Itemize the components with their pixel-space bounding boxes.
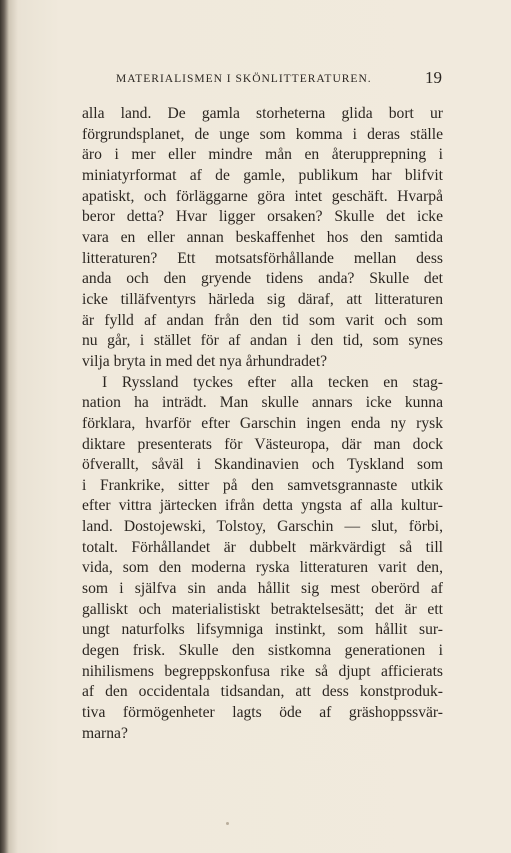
text-line: apatiskt, och förläggarne göra intet geschäft. Hvarpå	[82, 187, 443, 205]
text-line: anda och den gryende tidens anda? Skulle det	[82, 270, 443, 288]
text-line: vida, som den moderna ryska litteraturen varit den,	[82, 559, 443, 577]
running-head: MATERIALISMEN I SKÖNLITTERATUREN.	[116, 73, 372, 85]
page-header	[116, 68, 442, 90]
text-line: förklara, hvarför efter Garschin ingen enda ny rysk	[82, 414, 443, 432]
text-line: nation ha inträdt. Man skulle annars icke kunna	[82, 394, 443, 412]
text-line: galliskt och materialistiskt betraktelsesätt; det är ett	[82, 600, 443, 618]
paragraph-end-line: marna?	[82, 724, 128, 742]
text-line: nihilismens begreppskonfusa rike så djupt afficierats	[82, 662, 443, 680]
text-line: i Frankrike, sitter på den samvetsgrannaste utkik	[82, 476, 443, 494]
text-line: icke tilläfventyrs härleda sig däraf, att litteraturen	[82, 290, 443, 308]
text-line: öfverallt, såväl i Skandinavien och Tyskland som	[82, 456, 443, 474]
page-number: 19	[425, 68, 442, 87]
text-line: äro i mer eller mindre mån en återupprepning i	[82, 146, 443, 164]
text-line: som i själfva sin anda hållit sig mest oberörd af	[82, 580, 443, 598]
text-line: af den occidentala tidsandan, att dess konstproduk-	[82, 683, 443, 701]
text-line: diktare presenterats för Västeuropa, där man dock	[82, 435, 443, 453]
text-line: beror detta? Hvar ligger orsaken? Skulle det icke	[82, 208, 443, 226]
text-line: litteraturen? Ett motsatsförhållande mellan dess	[82, 249, 443, 267]
text-line: ungt naturfolks lifsymniga instinkt, som hållit sur-	[82, 621, 443, 639]
paper-speck	[226, 822, 229, 825]
text-line: land. Dostojewski, Tolstoy, Garschin — slut, förbi,	[82, 518, 443, 536]
text-line: är fylld af andan från den tid som varit och som	[82, 311, 443, 329]
text-line: totalt. Förhållandet är dubbelt märkvärdigt så till	[82, 538, 443, 556]
paragraph-end-line: vilja bryta in med det nya århundradet?	[82, 352, 328, 370]
body-text	[82, 104, 443, 744]
text-line: nu går, i stället för af andan i den tid, som synes	[82, 332, 443, 350]
text-line: efter vittra järtecken ifrån detta yngsta af alla kultur-	[82, 497, 443, 515]
text-line: degen frisk. Skulle den sistkomna generationen i	[82, 642, 443, 660]
text-line: miniatyrformat af de gamle, publikum har blifvit	[82, 166, 443, 184]
text-line: förgrundsplanet, de unge som komma i deras ställe	[82, 125, 443, 143]
text-line: alla land. De gamla storheterna glida bort ur	[82, 105, 443, 122]
paragraph-start-line: I Ryssland tyckes efter alla tecken en stag-	[102, 373, 443, 391]
text-line: tiva förmögenheter lagts öde af gräshoppssvär-	[82, 704, 443, 722]
text-line: vara en eller annan beskaffenhet hos den samtida	[82, 228, 443, 246]
